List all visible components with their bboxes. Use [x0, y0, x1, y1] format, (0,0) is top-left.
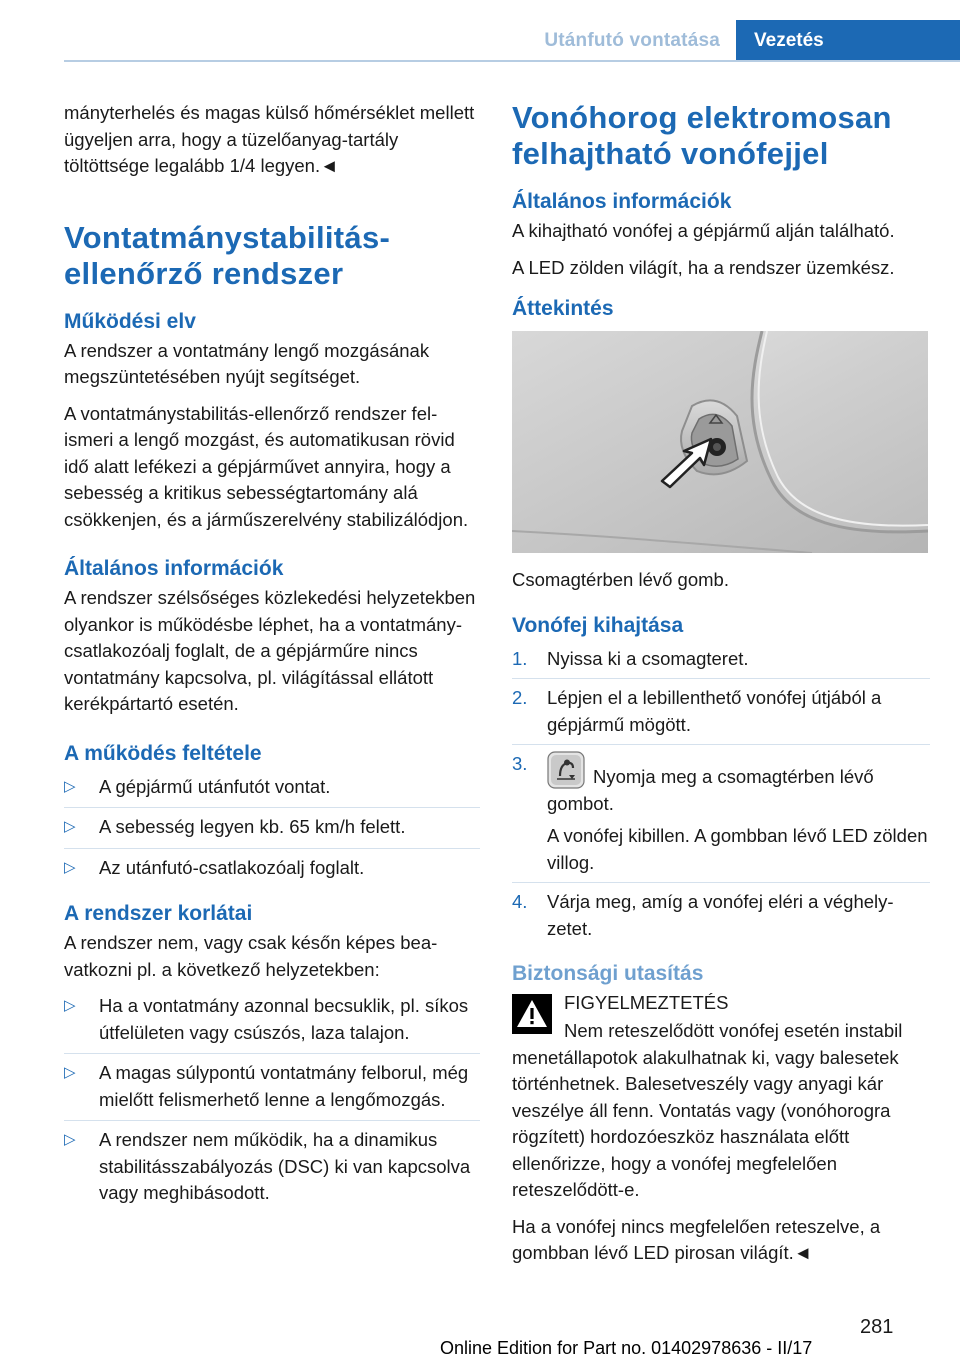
photo-caption: Csomagtérben lévő gomb. — [512, 569, 729, 590]
paragraph: A rendszer a vontatmány lengő mozgásának megszüntetésében nyújt segítséget. — [64, 339, 430, 387]
section-title-general-info: Általános információk — [64, 557, 284, 580]
list-item: 2. Lépjen el a lebillenthető vonófej útjából a gépjármű mögött. — [512, 685, 930, 745]
list-item: ▷ A sebesség legyen kb. 65 km/h felett. — [64, 814, 480, 849]
page-number: 281 — [860, 1316, 894, 1338]
list-item: ▷ A magas súlypontú vontatmány felborul, még mielőtt felismerhető lenne a lengőmozgás. — [64, 1060, 480, 1121]
section-title-limitations: A rendszer korlátai — [64, 902, 253, 925]
paragraph: A kihajtható vonófej a gépjármű alján található. — [512, 220, 895, 241]
list-item: ▷ Ha a vontatmány azonnal becsuklik, pl. síkos útfelületen vagy csúszós, laza talajon. — [64, 993, 480, 1054]
triangle-bullet-icon: ▷ — [64, 858, 76, 876]
list-item: ▷ A rendszer nem működik, ha a dinamikus stabilitásszabályozás (DSC) ki van kapcsolva vagy meghibásodott. — [64, 1129, 471, 1203]
section-title-unfold-hitch: Vonófej kihajtása — [512, 613, 684, 637]
triangle-bullet-icon: ▷ — [64, 777, 76, 795]
list-item: 4. Várja meg, amíg a vonófej eléri a véghelyzetet. — [512, 891, 894, 939]
triangle-bullet-icon: ▷ — [64, 1064, 76, 1081]
limitations-list — [64, 993, 480, 1214]
paragraph: A LED zölden világít, ha a rendszer üzemkész. — [512, 256, 895, 278]
list-item: ▷ A gépjármű utánfutót vontat. — [64, 774, 480, 809]
warning-block — [512, 990, 930, 1040]
step-note: A vonófej kibillen. A gombban lévő LED zölden villog. — [547, 825, 928, 873]
warning-text: Nem reteszelődött vonófej esetén instabil menetállapotok alakulhatnak ki, vagy balesetek történhetnek. Balesetveszély vagy anyagi kár veszélye áll fenn. Vontatás vagy (vonóhorogra rögzített) hordozóeszköz használata előtt ellenőrizze, hogy a vonófej megfelelően reteszelődött-e. — [512, 1020, 903, 1200]
list-item: 1. Nyissa ki a csomagteret. — [512, 646, 930, 680]
warning-triangle-icon — [512, 994, 552, 1034]
section-title-overview: Áttekintés — [512, 297, 614, 320]
paragraph: A rendszer szélsőséges közlekedési helyzetekben olyankor is működésbe léphet, ha a vontatmány-csatlakozóalj foglalt, de a gépjárműre nincs vontatmány kapcsolva, pl. világítással ellátott kerékpártartó esetén. — [64, 587, 476, 714]
list-item: ▷ Az utánfutó-csatlakozóalj foglalt. — [64, 855, 480, 889]
tow-hitch-button-icon — [547, 751, 585, 789]
header-rule — [64, 60, 960, 62]
header-section-title: Utánfutó vontatása — [544, 30, 720, 51]
section-title-safety: Biztonsági utasítás — [512, 962, 704, 985]
left-column — [64, 100, 480, 1220]
unfold-steps-list — [512, 646, 930, 949]
section-title-principle: Működési elv — [64, 309, 196, 333]
paragraph: A vontatmánystabilitás-ellenőrző rendszer felismeri a lengő mozgást, és automatikusan rövid idő alatt lefékezi a gépjárművet annyira, hogy a sebesség a kritikus sebességtartomány alá csökkenjen, és a járműszerelvény stabilizálódjon. — [64, 402, 469, 530]
triangle-bullet-icon: ▷ — [64, 818, 76, 835]
triangle-bullet-icon: ▷ — [64, 1131, 76, 1148]
chapter-title-tow-hitch: Vonóhorog elektromosan felhajtható vonófejjel — [512, 100, 892, 171]
paragraph: A rendszer nem, vagy csak későn képes beavatkozni pl. a következő helyzetekben: — [64, 932, 438, 980]
warning-title: FIGYELMEZTETÉS — [564, 992, 729, 1013]
trunk-button-photo — [512, 331, 928, 553]
edition-note: Online Edition for Part no. 01402978636 - II/17 — [440, 1338, 813, 1358]
right-column — [512, 100, 930, 1267]
section-title-conditions: A működés feltétele — [64, 741, 262, 765]
chapter-title-trailer-stability: Vontatmánystabilitás-ellenőrző rendszer — [64, 219, 391, 291]
conditions-list — [64, 774, 480, 889]
header-chapter-tab: Vezetés — [736, 20, 960, 62]
intro-paragraph: mányterhelés és magas külső hőmérséklet mellett ügyeljen arra, hogy a tüzelőanyag-tartály töltöttsége legalább 1/4 legyen.◄ — [64, 102, 475, 176]
warning-followup: Ha a vonófej nincs megfelelően reteszelve, a gombban lévő LED pirosan világít.◄ — [512, 1215, 881, 1263]
section-title-general-info: Általános információk — [512, 190, 732, 213]
triangle-bullet-icon: ▷ — [64, 997, 76, 1014]
page-header — [0, 0, 960, 62]
list-item: 3. Nyomja meg a csomagtérben lévő gombot. A vonófej kibillen. A gombban lévő LED zölden villog. — [512, 751, 930, 883]
